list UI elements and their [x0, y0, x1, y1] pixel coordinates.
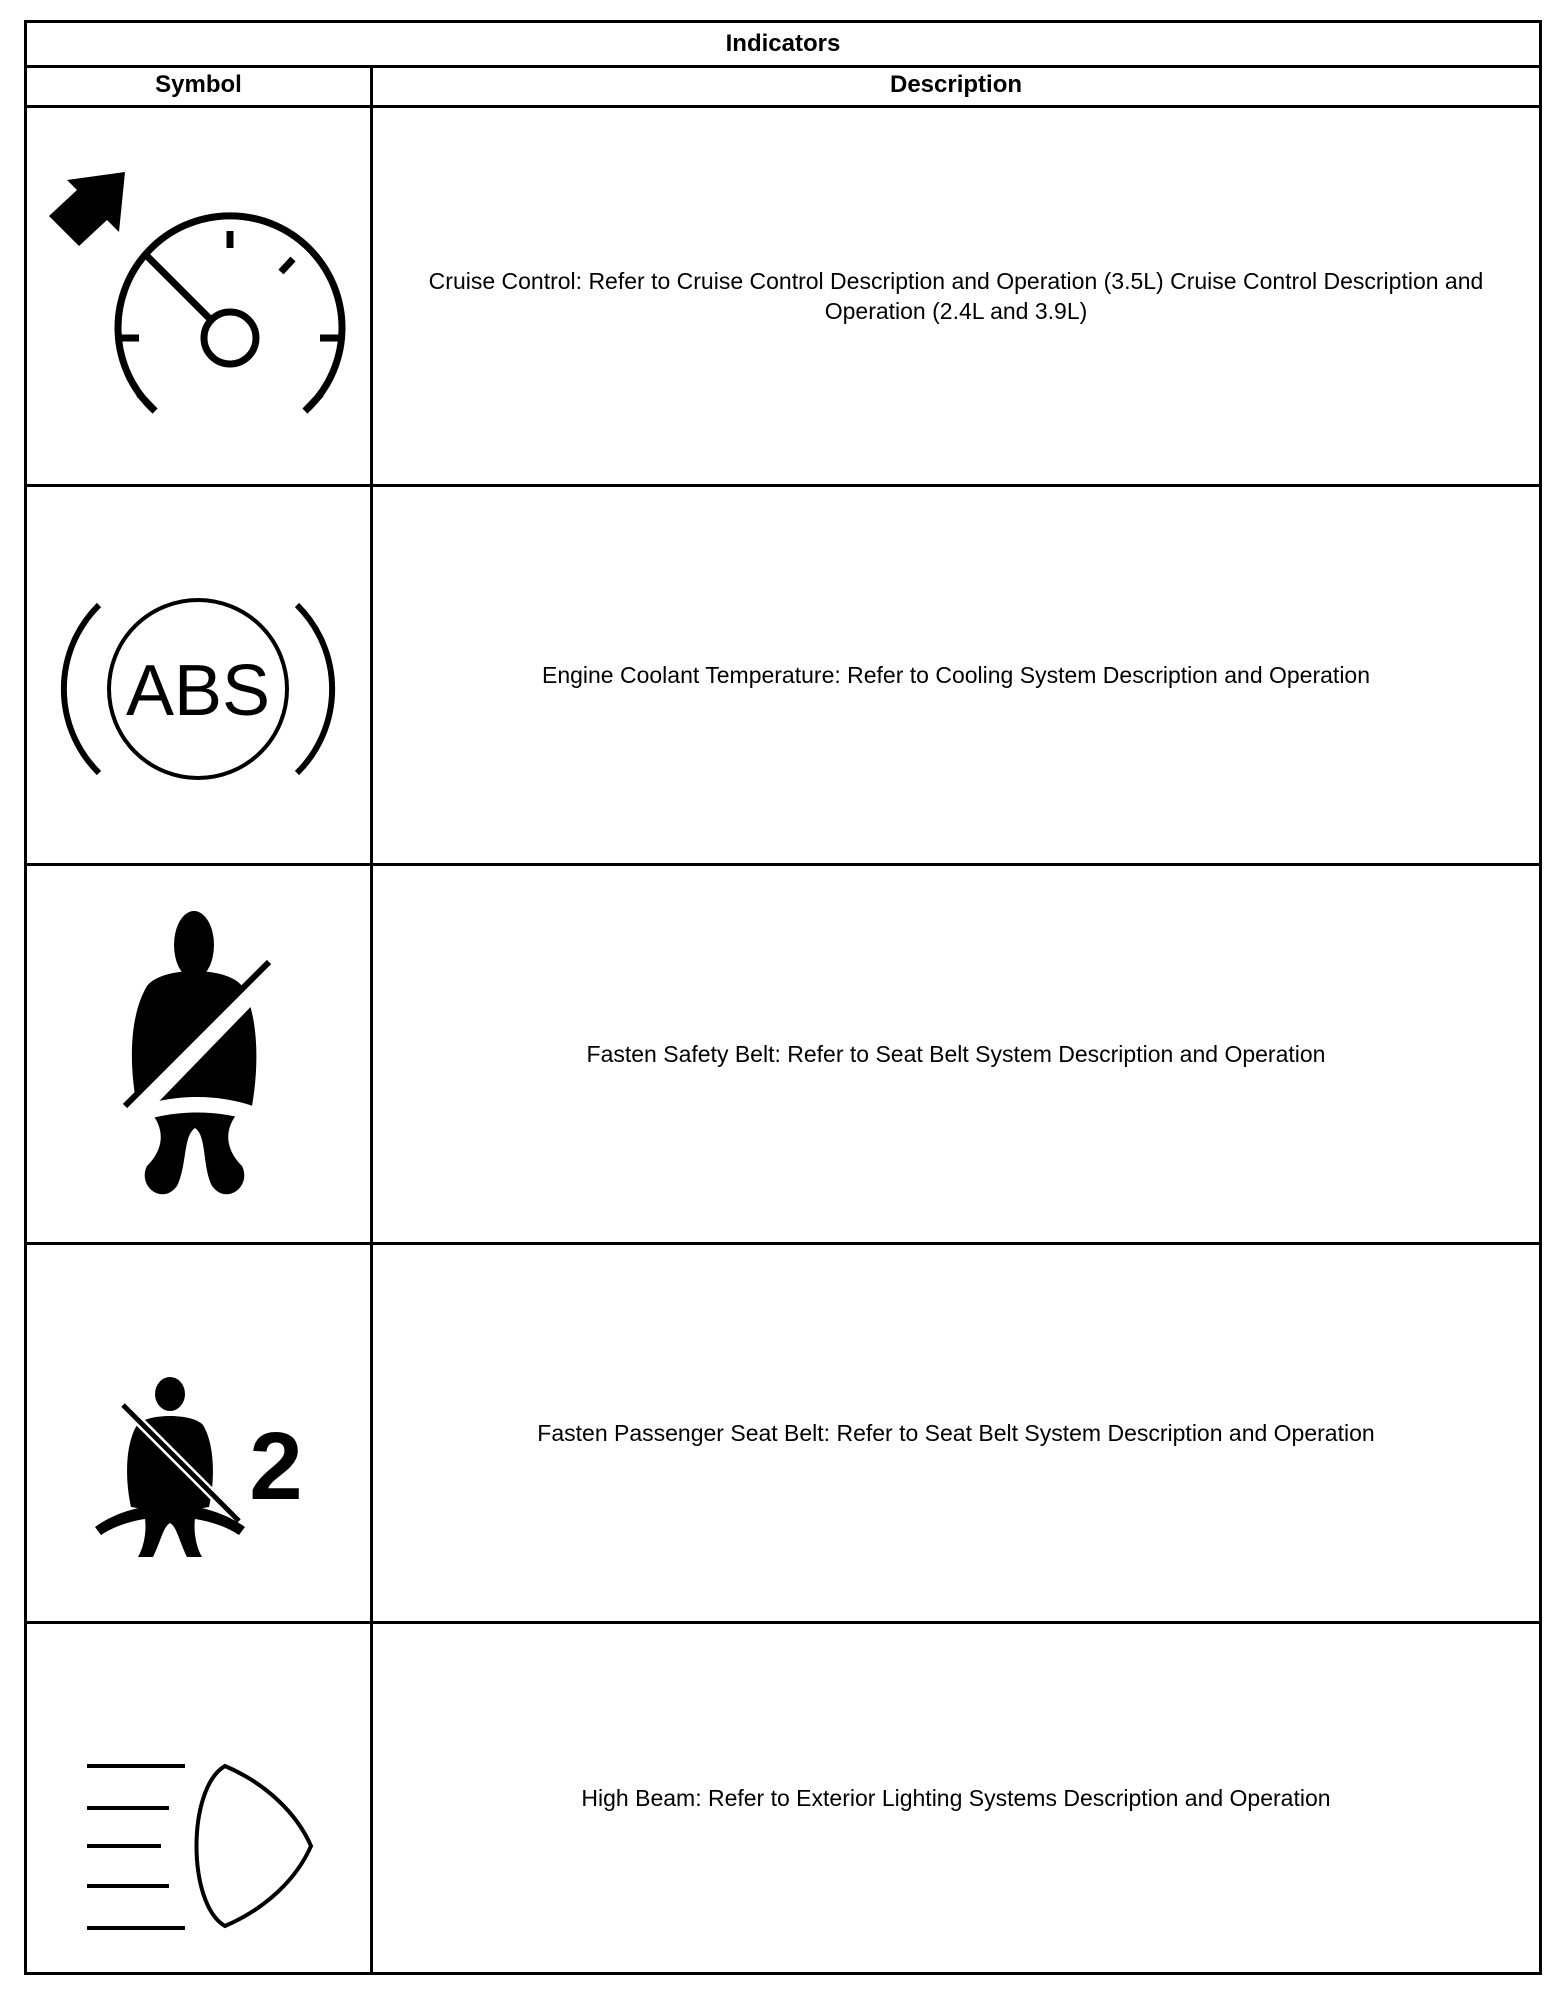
- abs-icon: [27, 487, 370, 863]
- indicators-table: [24, 20, 1542, 1975]
- description-cell: Cruise Control: Refer to Cruise Control Description and Operation (3.5L) Cruise Control Description and Operation (2.4L and 3.9L): [428, 268, 1484, 324]
- table-title: Indicators: [27, 23, 1539, 68]
- passenger-seat-belt-icon: [27, 1245, 370, 1621]
- description-cell: Fasten Safety Belt: Refer to Seat Belt System Description and Operation: [586, 1041, 1326, 1067]
- safety-belt-icon: [27, 866, 370, 1242]
- table-row: [27, 487, 1539, 866]
- description-cell: High Beam: Refer to Exterior Lighting Systems Description and Operation: [581, 1785, 1331, 1811]
- description-cell: Fasten Passenger Seat Belt: Refer to Seat Belt System Description and Operation: [537, 1420, 1375, 1446]
- symbol-cell: [27, 108, 373, 484]
- table-row: [27, 1245, 1539, 1624]
- description-cell: Engine Coolant Temperature: Refer to Cooling System Description and Operation: [541, 662, 1371, 688]
- table-row: [27, 866, 1539, 1245]
- abs-icon-text: ABS: [125, 651, 271, 731]
- symbol-cell: [27, 1245, 373, 1621]
- column-header-symbol: Symbol: [27, 65, 373, 105]
- symbol-cell: [27, 866, 373, 1242]
- table-row: [27, 1624, 1539, 1972]
- table-header-row: [27, 65, 1539, 108]
- symbol-cell: [27, 1624, 373, 1972]
- passenger-number-text: 2: [249, 1413, 303, 1520]
- column-header-description: Description: [889, 71, 1023, 98]
- cruise-control-icon: [27, 108, 370, 484]
- symbol-cell: [27, 487, 373, 863]
- table-row: [27, 108, 1539, 487]
- high-beam-icon: [27, 1624, 370, 2000]
